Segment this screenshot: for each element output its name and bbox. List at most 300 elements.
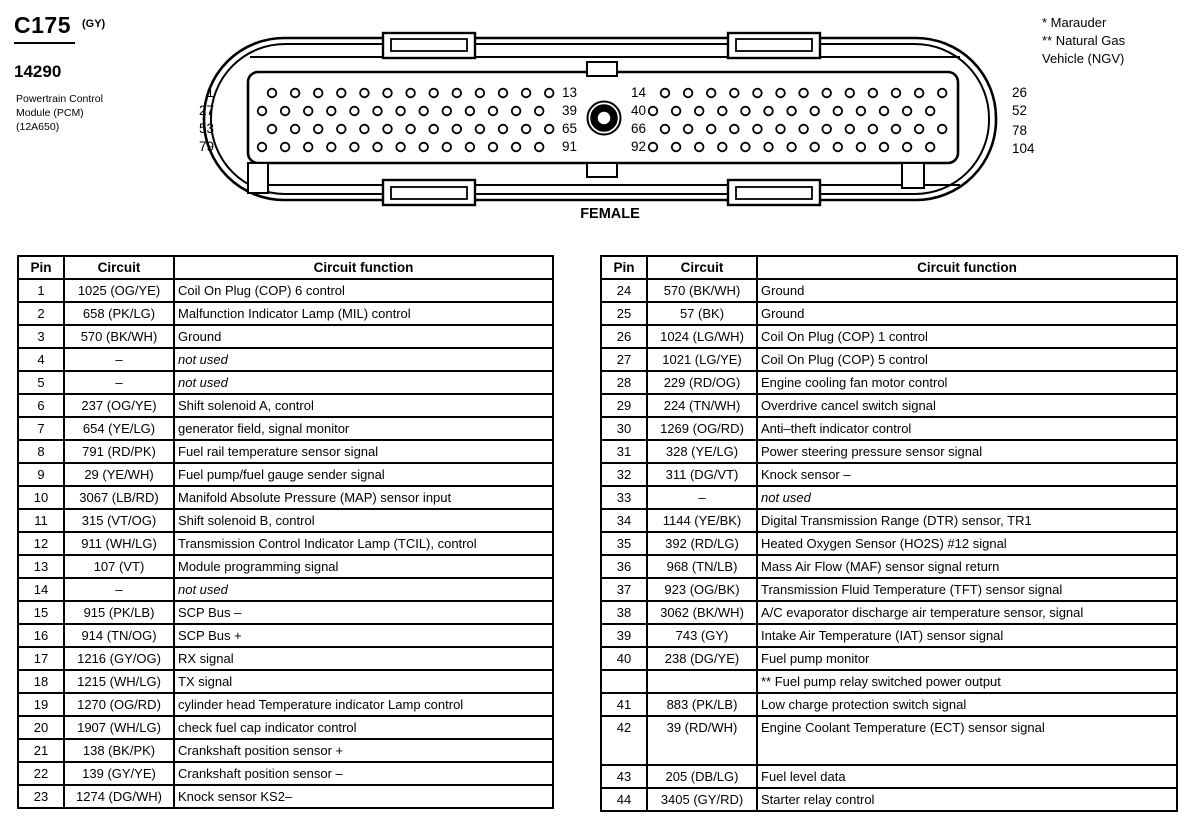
table-row <box>18 716 553 739</box>
footnote-line: * Marauder <box>1042 15 1107 30</box>
pin-hole <box>304 107 313 116</box>
pin-hole <box>373 107 382 116</box>
pin-hole <box>730 125 739 134</box>
table-row <box>601 555 1177 578</box>
pin-hole <box>822 89 831 98</box>
pin-cell: 9 <box>18 463 64 486</box>
pin-hole <box>869 125 878 134</box>
pin-row-label: 52 <box>1012 103 1028 118</box>
fn-cell: Ground <box>757 302 1177 325</box>
pin-hole <box>846 89 855 98</box>
pin-cell: 22 <box>18 762 64 785</box>
pin-cell: 3 <box>18 325 64 348</box>
pin-cell: 4 <box>18 348 64 371</box>
pin-hole <box>753 125 762 134</box>
pin-cell: 20 <box>18 716 64 739</box>
pin-cell: 37 <box>601 578 647 601</box>
pin-hole <box>926 107 935 116</box>
pin-hole <box>453 89 462 98</box>
pin-hole <box>718 107 727 116</box>
pin-row-label: 39 <box>562 103 578 118</box>
fn-cell: Mass Air Flow (MAF) sensor signal return <box>757 555 1177 578</box>
table-row <box>601 532 1177 555</box>
table-row <box>601 302 1177 325</box>
pin-row-label: 1 <box>206 85 214 100</box>
fn-cell: Heated Oxygen Sensor (HO2S) #12 signal <box>757 532 1177 555</box>
pin-hole <box>453 125 462 134</box>
table-row <box>18 532 553 555</box>
pin-hole <box>476 125 485 134</box>
pin-hole <box>476 89 485 98</box>
pin-cell: 2 <box>18 302 64 325</box>
column-header: Pin <box>601 256 647 279</box>
table-row <box>18 325 553 348</box>
table-row <box>18 371 553 394</box>
pin-hole <box>938 89 947 98</box>
pin-hole <box>903 143 912 152</box>
pin-row-label: 53 <box>198 121 214 136</box>
pin-hole <box>499 125 508 134</box>
table-row <box>18 762 553 785</box>
pin-hole <box>707 89 716 98</box>
circuit-cell: 1270 (OG/RD) <box>64 693 174 716</box>
index-notch-right <box>902 163 924 188</box>
circuit-cell: 229 (RD/OG) <box>647 371 757 394</box>
circuit-cell: 392 (RD/LG) <box>647 532 757 555</box>
pin-cell: 16 <box>18 624 64 647</box>
pin-hole <box>360 125 369 134</box>
pin-hole <box>938 125 947 134</box>
fn-cell: Coil On Plug (COP) 5 control <box>757 348 1177 371</box>
pin-hole <box>499 89 508 98</box>
pin-hole <box>695 143 704 152</box>
circuit-cell: 743 (GY) <box>647 624 757 647</box>
circuit-cell: 224 (TN/WH) <box>647 394 757 417</box>
table-row <box>18 647 553 670</box>
table-row <box>18 509 553 532</box>
fn-cell: not used <box>174 371 553 394</box>
pin-cell: 13 <box>18 555 64 578</box>
connector-header <box>14 12 105 44</box>
fn-cell: cylinder head Temperature indicator Lamp control <box>174 693 553 716</box>
table-row <box>601 440 1177 463</box>
fn-cell: Engine cooling fan motor control <box>757 371 1177 394</box>
pin-hole <box>337 89 346 98</box>
fn-cell: Power steering pressure sensor signal <box>757 440 1177 463</box>
fn-cell: Fuel level data <box>757 765 1177 788</box>
pin-hole <box>327 143 336 152</box>
circuit-cell: 328 (YE/LG) <box>647 440 757 463</box>
fn-cell: generator field, signal monitor <box>174 417 553 440</box>
table-row <box>601 693 1177 716</box>
pin-cell: 35 <box>601 532 647 555</box>
key-box-top <box>587 62 617 76</box>
circuit-cell: 1274 (DG/WH) <box>64 785 174 808</box>
pin-cell: 36 <box>601 555 647 578</box>
circuit-cell: 658 (PK/LG) <box>64 302 174 325</box>
fn-cell: A/C evaporator discharge air temperature sensor, signal <box>757 601 1177 624</box>
table-row <box>601 601 1177 624</box>
pin-hole <box>350 107 359 116</box>
pin-hole <box>822 125 831 134</box>
pin-cell: 38 <box>601 601 647 624</box>
pin-hole <box>258 107 267 116</box>
fn-cell: Fuel pump/fuel gauge sender signal <box>174 463 553 486</box>
circuit-cell: 237 (OG/YE) <box>64 394 174 417</box>
pin-cell: 19 <box>18 693 64 716</box>
fn-cell: TX signal <box>174 670 553 693</box>
pin-cell: 21 <box>18 739 64 762</box>
pinout-table-left <box>17 255 554 809</box>
table-row <box>18 578 553 601</box>
pin-hole <box>787 107 796 116</box>
fn-cell: Crankshaft position sensor + <box>174 739 553 762</box>
circuit-cell: 1025 (OG/YE) <box>64 279 174 302</box>
circuit-cell: 1216 (GY/OG) <box>64 647 174 670</box>
table-row <box>18 486 553 509</box>
pin-hole <box>522 125 531 134</box>
fn-cell: ** Fuel pump relay switched power output <box>757 670 1177 693</box>
table-row <box>601 394 1177 417</box>
table-row <box>601 279 1177 302</box>
table-row <box>18 279 553 302</box>
pin-hole <box>857 143 866 152</box>
circuit-cell: – <box>64 578 174 601</box>
pin-hole <box>880 143 889 152</box>
pin-hole <box>776 125 785 134</box>
circuit-cell: 311 (DG/VT) <box>647 463 757 486</box>
pin-row-label: 40 <box>630 103 646 118</box>
connector-id: C175 <box>14 12 75 44</box>
circuit-cell: 138 (BK/PK) <box>64 739 174 762</box>
circuit-cell: 1269 (OG/RD) <box>647 417 757 440</box>
circuit-cell: 3062 (BK/WH) <box>647 601 757 624</box>
pin-hole <box>535 143 544 152</box>
table-row <box>601 765 1177 788</box>
table-header-row <box>601 256 1177 279</box>
pin-cell: 42 <box>601 716 647 765</box>
pin-cell: 14 <box>18 578 64 601</box>
table-row <box>18 302 553 325</box>
fn-cell: RX signal <box>174 647 553 670</box>
pin-row-label: 13 <box>562 85 578 100</box>
fn-cell: not used <box>757 486 1177 509</box>
pin-hole <box>545 125 554 134</box>
pin-cell: 28 <box>601 371 647 394</box>
table-row <box>601 325 1177 348</box>
pin-hole <box>406 125 415 134</box>
table-row <box>18 670 553 693</box>
table-row <box>601 417 1177 440</box>
pin-hole <box>880 107 889 116</box>
table-row <box>601 509 1177 532</box>
pin-hole <box>649 143 658 152</box>
fn-cell: not used <box>174 348 553 371</box>
fn-cell: Ground <box>174 325 553 348</box>
fn-cell: Intake Air Temperature (IAT) sensor signal <box>757 624 1177 647</box>
pin-cell: 25 <box>601 302 647 325</box>
pin-hole <box>535 107 544 116</box>
fn-cell: check fuel cap indicator control <box>174 716 553 739</box>
table-row <box>18 417 553 440</box>
fn-cell: Shift solenoid A, control <box>174 394 553 417</box>
pin-hole <box>915 89 924 98</box>
fn-cell: Overdrive cancel switch signal <box>757 394 1177 417</box>
pin-hole <box>707 125 716 134</box>
pin-cell: 10 <box>18 486 64 509</box>
circuit-cell: 1215 (WH/LG) <box>64 670 174 693</box>
pin-row-label: 78 <box>1012 123 1028 138</box>
pin-cell: 23 <box>18 785 64 808</box>
pin-cell: 41 <box>601 693 647 716</box>
circuit-cell: 923 (OG/BK) <box>647 578 757 601</box>
table-row <box>601 463 1177 486</box>
pin-hole <box>268 89 277 98</box>
pin-hole <box>443 143 452 152</box>
table-row <box>601 647 1177 670</box>
pin-cell: 5 <box>18 371 64 394</box>
table-row <box>18 693 553 716</box>
fn-cell: Transmission Fluid Temperature (TFT) sensor signal <box>757 578 1177 601</box>
column-header: Circuit function <box>174 256 553 279</box>
fn-cell: Coil On Plug (COP) 1 control <box>757 325 1177 348</box>
pin-hole <box>903 107 912 116</box>
fn-cell: Module programming signal <box>174 555 553 578</box>
circuit-cell: 1024 (LG/WH) <box>647 325 757 348</box>
pin-hole <box>396 143 405 152</box>
pin-hole <box>327 107 336 116</box>
pin-cell: 43 <box>601 765 647 788</box>
pin-hole <box>406 89 415 98</box>
pin-cell: 26 <box>601 325 647 348</box>
circuit-cell: – <box>64 348 174 371</box>
pinout-table-right <box>600 255 1178 812</box>
table-row <box>601 624 1177 647</box>
pin-row-label: 26 <box>1012 85 1028 100</box>
pin-hole <box>314 125 323 134</box>
pin-row-label: 79 <box>198 139 214 154</box>
pin-hole <box>512 107 521 116</box>
pin-cell: 6 <box>18 394 64 417</box>
table-row <box>601 348 1177 371</box>
pin-cell: 30 <box>601 417 647 440</box>
pin-hole <box>649 107 658 116</box>
pin-row-label: 14 <box>630 85 646 100</box>
circuit-cell: 205 (DB/LG) <box>647 765 757 788</box>
pin-row-label: 92 <box>630 139 646 154</box>
module-line: (12A650) <box>16 121 60 133</box>
pin-hole <box>443 107 452 116</box>
pin-hole <box>672 107 681 116</box>
key-box-bottom <box>587 163 617 177</box>
pin-hole <box>753 89 762 98</box>
fn-cell: Anti–theft indicator control <box>757 417 1177 440</box>
table-row <box>601 788 1177 811</box>
pin-hole <box>892 89 901 98</box>
pin-hole <box>350 143 359 152</box>
pin-hole <box>268 125 277 134</box>
pin-row-label: 65 <box>562 121 578 136</box>
pin-cell: 18 <box>18 670 64 693</box>
pin-cell: 27 <box>601 348 647 371</box>
pin-hole <box>684 125 693 134</box>
footnote-line: Vehicle (NGV) <box>1042 51 1125 66</box>
pin-hole <box>429 89 438 98</box>
circuit-cell: – <box>647 486 757 509</box>
pin-hole <box>684 89 693 98</box>
index-notch-left <box>248 163 268 193</box>
footnote-line: ** Natural Gas <box>1042 33 1126 48</box>
pin-hole <box>383 89 392 98</box>
pin-hole <box>373 143 382 152</box>
fn-cell: SCP Bus – <box>174 601 553 624</box>
table-row <box>18 348 553 371</box>
pin-cell: 29 <box>601 394 647 417</box>
pin-hole <box>466 143 475 152</box>
pin-hole <box>810 107 819 116</box>
fn-cell: Transmission Control Indicator Lamp (TCIL), control <box>174 532 553 555</box>
pin-row-label: 66 <box>630 121 646 136</box>
circuit-cell: 915 (PK/LB) <box>64 601 174 624</box>
fn-cell: Shift solenoid B, control <box>174 509 553 532</box>
pin-cell: 12 <box>18 532 64 555</box>
circuit-cell: 791 (RD/PK) <box>64 440 174 463</box>
pin-hole <box>466 107 475 116</box>
table-row <box>18 601 553 624</box>
pin-hole <box>258 143 267 152</box>
fn-cell: Digital Transmission Range (DTR) sensor, TR1 <box>757 509 1177 532</box>
circuit-cell: 139 (GY/YE) <box>64 762 174 785</box>
circuit-cell: 1144 (YE/BK) <box>647 509 757 532</box>
pin-row-label: 104 <box>1012 141 1035 156</box>
circuit-cell: 29 (YE/WH) <box>64 463 174 486</box>
pin-hole <box>764 143 773 152</box>
table-row <box>601 716 1177 765</box>
pin-cell: 15 <box>18 601 64 624</box>
pin-cell: 17 <box>18 647 64 670</box>
pin-hole <box>281 107 290 116</box>
fn-cell: Fuel rail temperature sensor signal <box>174 440 553 463</box>
fn-cell: SCP Bus + <box>174 624 553 647</box>
pin-cell: 33 <box>601 486 647 509</box>
table-row <box>601 670 1177 693</box>
fn-cell: Knock sensor – <box>757 463 1177 486</box>
pin-hole <box>846 125 855 134</box>
pin-hole <box>869 89 878 98</box>
pin-cell: 39 <box>601 624 647 647</box>
column-header: Pin <box>18 256 64 279</box>
pin-hole <box>419 107 428 116</box>
fn-cell: Low charge protection switch signal <box>757 693 1177 716</box>
circuit-cell: 238 (DG/YE) <box>647 647 757 670</box>
pin-hole <box>291 125 300 134</box>
circuit-cell: 57 (BK) <box>647 302 757 325</box>
fn-cell: Ground <box>757 279 1177 302</box>
pin-cell: 31 <box>601 440 647 463</box>
pin-cell: 32 <box>601 463 647 486</box>
table-row <box>18 555 553 578</box>
fn-cell: Fuel pump monitor <box>757 647 1177 670</box>
pin-hole <box>429 125 438 134</box>
pin-hole <box>718 143 727 152</box>
table-row <box>601 371 1177 394</box>
pin-hole <box>741 107 750 116</box>
fn-cell: Coil On Plug (COP) 6 control <box>174 279 553 302</box>
connector-diagram <box>190 25 1070 230</box>
pin-hole <box>419 143 428 152</box>
circuit-cell: 3405 (GY/RD) <box>647 788 757 811</box>
table-row <box>601 486 1177 509</box>
pin-cell: 34 <box>601 509 647 532</box>
table-row <box>18 463 553 486</box>
pin-hole <box>360 89 369 98</box>
pin-hole <box>892 125 901 134</box>
pin-hole <box>799 89 808 98</box>
column-header: Circuit <box>64 256 174 279</box>
pin-hole <box>512 143 521 152</box>
module-line: Powertrain Control <box>16 93 103 105</box>
pin-hole <box>396 107 405 116</box>
pin-hole <box>383 125 392 134</box>
circuit-cell: 654 (YE/LG) <box>64 417 174 440</box>
table-row <box>18 440 553 463</box>
connector-color-code: (GY) <box>81 18 106 30</box>
table-header-row <box>18 256 553 279</box>
table-row <box>18 785 553 808</box>
pin-hole <box>799 125 808 134</box>
pin-cell: 40 <box>601 647 647 670</box>
pin-hole <box>926 143 935 152</box>
pin-cell: 7 <box>18 417 64 440</box>
pin-hole <box>810 143 819 152</box>
column-header: Circuit function <box>757 256 1177 279</box>
circuit-cell: 107 (VT) <box>64 555 174 578</box>
pin-hole <box>337 125 346 134</box>
table-row <box>18 394 553 417</box>
pin-hole <box>787 143 796 152</box>
pin-hole <box>834 107 843 116</box>
pin-hole <box>314 89 323 98</box>
pin-hole <box>489 143 498 152</box>
fn-cell: Engine Coolant Temperature (ECT) sensor signal <box>757 716 1177 765</box>
circuit-cell: 570 (BK/WH) <box>64 325 174 348</box>
center-bolt-hole <box>588 102 621 135</box>
circuit-cell: 914 (TN/OG) <box>64 624 174 647</box>
pin-hole <box>522 89 531 98</box>
pin-hole <box>661 89 670 98</box>
column-header: Circuit <box>647 256 757 279</box>
pin-cell: 8 <box>18 440 64 463</box>
pin-hole <box>695 107 704 116</box>
pin-hole <box>281 143 290 152</box>
table-row <box>18 739 553 762</box>
pin-hole <box>304 143 313 152</box>
circuit-cell: 570 (BK/WH) <box>647 279 757 302</box>
pin-cell: 24 <box>601 279 647 302</box>
pin-hole <box>291 89 300 98</box>
pin-cell: 11 <box>18 509 64 532</box>
circuit-cell: 315 (VT/OG) <box>64 509 174 532</box>
pin-cell: 1 <box>18 279 64 302</box>
pin-hole <box>776 89 785 98</box>
fn-cell: Knock sensor KS2– <box>174 785 553 808</box>
gender-label: FEMALE <box>580 206 640 222</box>
module-description <box>16 92 103 134</box>
pin-hole <box>915 125 924 134</box>
table-row <box>18 624 553 647</box>
pin-cell: 44 <box>601 788 647 811</box>
pin-hole <box>661 125 670 134</box>
